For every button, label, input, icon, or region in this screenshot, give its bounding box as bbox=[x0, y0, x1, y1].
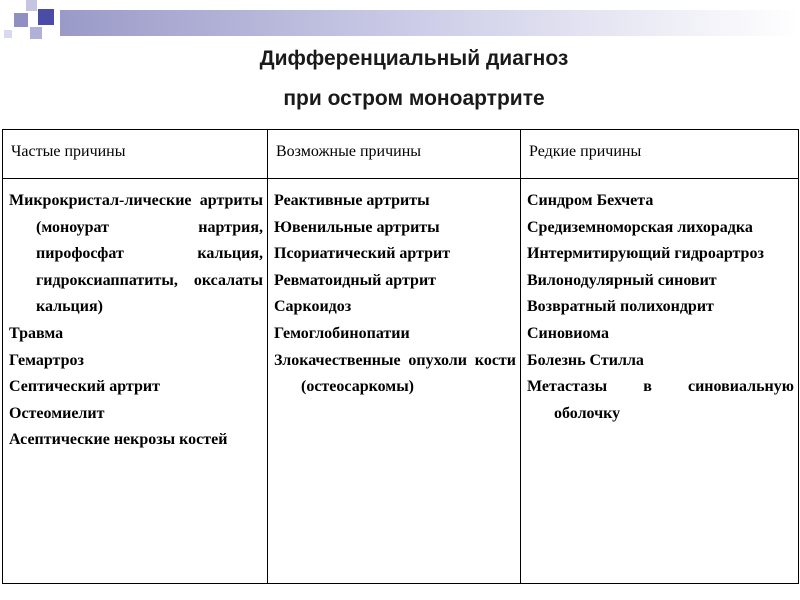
list-item: Ювенильные артриты bbox=[274, 218, 440, 236]
list-item: Псориатический артрит bbox=[274, 245, 451, 263]
list-item: Болезнь Стилла bbox=[527, 351, 644, 369]
list-item: Реактивные артриты bbox=[274, 192, 430, 209]
column-rare-causes bbox=[521, 179, 799, 584]
header-rare-causes: Редкие причины bbox=[521, 130, 799, 179]
list-item: Гемоглобинопатии bbox=[274, 324, 410, 342]
list-item: Гемартроз bbox=[9, 351, 84, 369]
list-item: Синовиома bbox=[527, 324, 609, 342]
column-common-causes bbox=[3, 179, 268, 584]
header-gradient-bar bbox=[60, 10, 800, 36]
page-title: Дифференциальный диагноз bbox=[259, 47, 569, 70]
list-item: Микрокристал-лические артриты (моноурат нартрия, пирофосфат кальция, гидроксиаппатиты, оксалаты кальция) bbox=[9, 192, 263, 316]
list-item: Асептические некрозы костей bbox=[9, 431, 228, 449]
list-item: Остеомиелит bbox=[9, 404, 105, 422]
page-subtitle: при остром моноартрите bbox=[283, 87, 545, 110]
deco-square bbox=[4, 30, 12, 38]
list-item: Травма bbox=[9, 324, 64, 342]
deco-square bbox=[30, 27, 42, 39]
list-item: Метастазы в синовиальную оболочку bbox=[527, 378, 794, 422]
list-item: Септический артрит bbox=[9, 378, 160, 396]
deco-square bbox=[38, 9, 54, 25]
deco-square bbox=[26, 0, 37, 11]
header-common-causes: Частые причины bbox=[3, 130, 268, 179]
header-possible-causes: Возможные причины bbox=[268, 130, 521, 179]
table-header-row bbox=[3, 130, 799, 179]
deco-square bbox=[14, 13, 28, 27]
diagnosis-table bbox=[2, 129, 799, 584]
list-item: Злокачественные опухоли кости (остеосаркомы) bbox=[274, 351, 516, 396]
list-item: Синдром Бехчета bbox=[527, 192, 654, 209]
list-item: Вилонодулярный синовит bbox=[527, 271, 717, 289]
column-possible-causes bbox=[268, 179, 521, 584]
list-item: Саркоидоз bbox=[274, 298, 352, 316]
list-item: Возвратный полихондрит bbox=[527, 298, 714, 316]
list-item: Интермитирующий гидроартроз bbox=[527, 245, 764, 263]
table-body-row bbox=[3, 179, 799, 584]
list-item: Средиземноморская лихорадка bbox=[527, 218, 753, 236]
list-item: Ревматоидный артрит bbox=[274, 271, 437, 289]
